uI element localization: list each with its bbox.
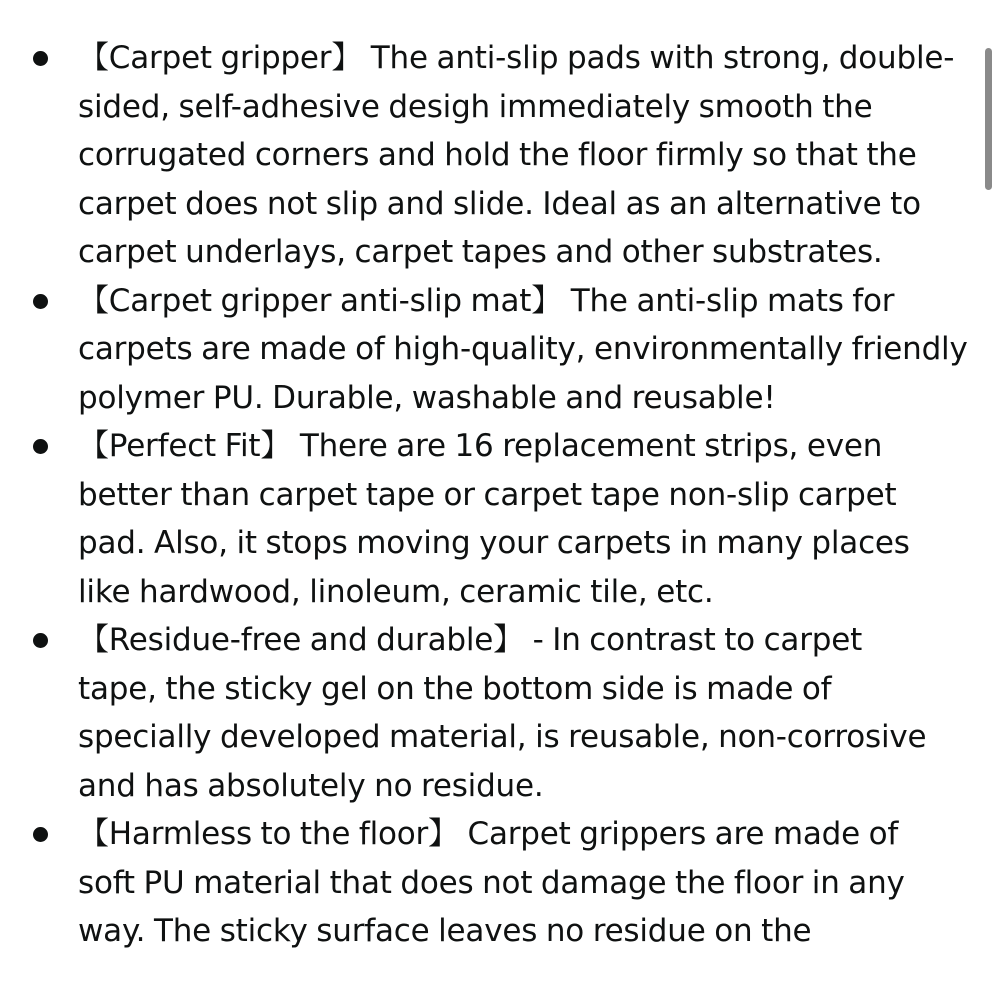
feature-item-harmless-floor	[0, 810, 1000, 956]
feature-text: - In contrast to carpet tape, the sticky gel on the bottom side is made of specially developed material, is reusable, non-corrosive and has absolutely no residue.	[78, 622, 927, 804]
feature-item-residue-free	[0, 616, 1000, 810]
bullet-icon	[33, 827, 48, 842]
feature-text: There are 16 replacement strips, even better than carpet tape or carpet tape non-slip carpet pad. Also, it stops moving your carpets in many places like hardwood, linoleum, ceramic tile, etc.	[78, 428, 910, 610]
bullet-icon	[33, 633, 48, 648]
feature-title: 【Perfect Fit】	[78, 428, 292, 464]
feature-title: 【Residue-free and durable】	[78, 622, 524, 658]
scrollbar-thumb[interactable]	[985, 48, 992, 190]
bullet-icon	[33, 51, 48, 66]
feature-text: The anti-slip mats for carpets are made of high-quality, environmentally friendly polymer PU. Durable, washable and reusable!	[78, 282, 968, 416]
feature-title: 【Carpet gripper anti-slip mat】	[78, 282, 563, 319]
feature-title: 【Carpet gripper】	[78, 40, 363, 76]
product-feature-list	[0, 34, 1000, 956]
feature-item-anti-slip-mat	[0, 277, 1000, 423]
feature-item-carpet-gripper	[0, 34, 1000, 277]
bullet-icon	[33, 294, 48, 309]
feature-item-perfect-fit	[0, 422, 1000, 616]
feature-title: 【Harmless to the floor】	[78, 816, 459, 852]
feature-text: The anti-slip pads with strong, double-sided, self-adhesive desigh immediately smooth the corrugated corners and hold the floor firmly so that the carpet does not slip and slide. Ideal as an alternative to carpet underlays, carpet tapes and other substrates.	[78, 40, 955, 270]
bullet-icon	[33, 439, 48, 454]
feature-text: Carpet grippers are made of soft PU material that does not damage the floor in any way. The sticky surface leaves no residue on the	[78, 816, 905, 949]
